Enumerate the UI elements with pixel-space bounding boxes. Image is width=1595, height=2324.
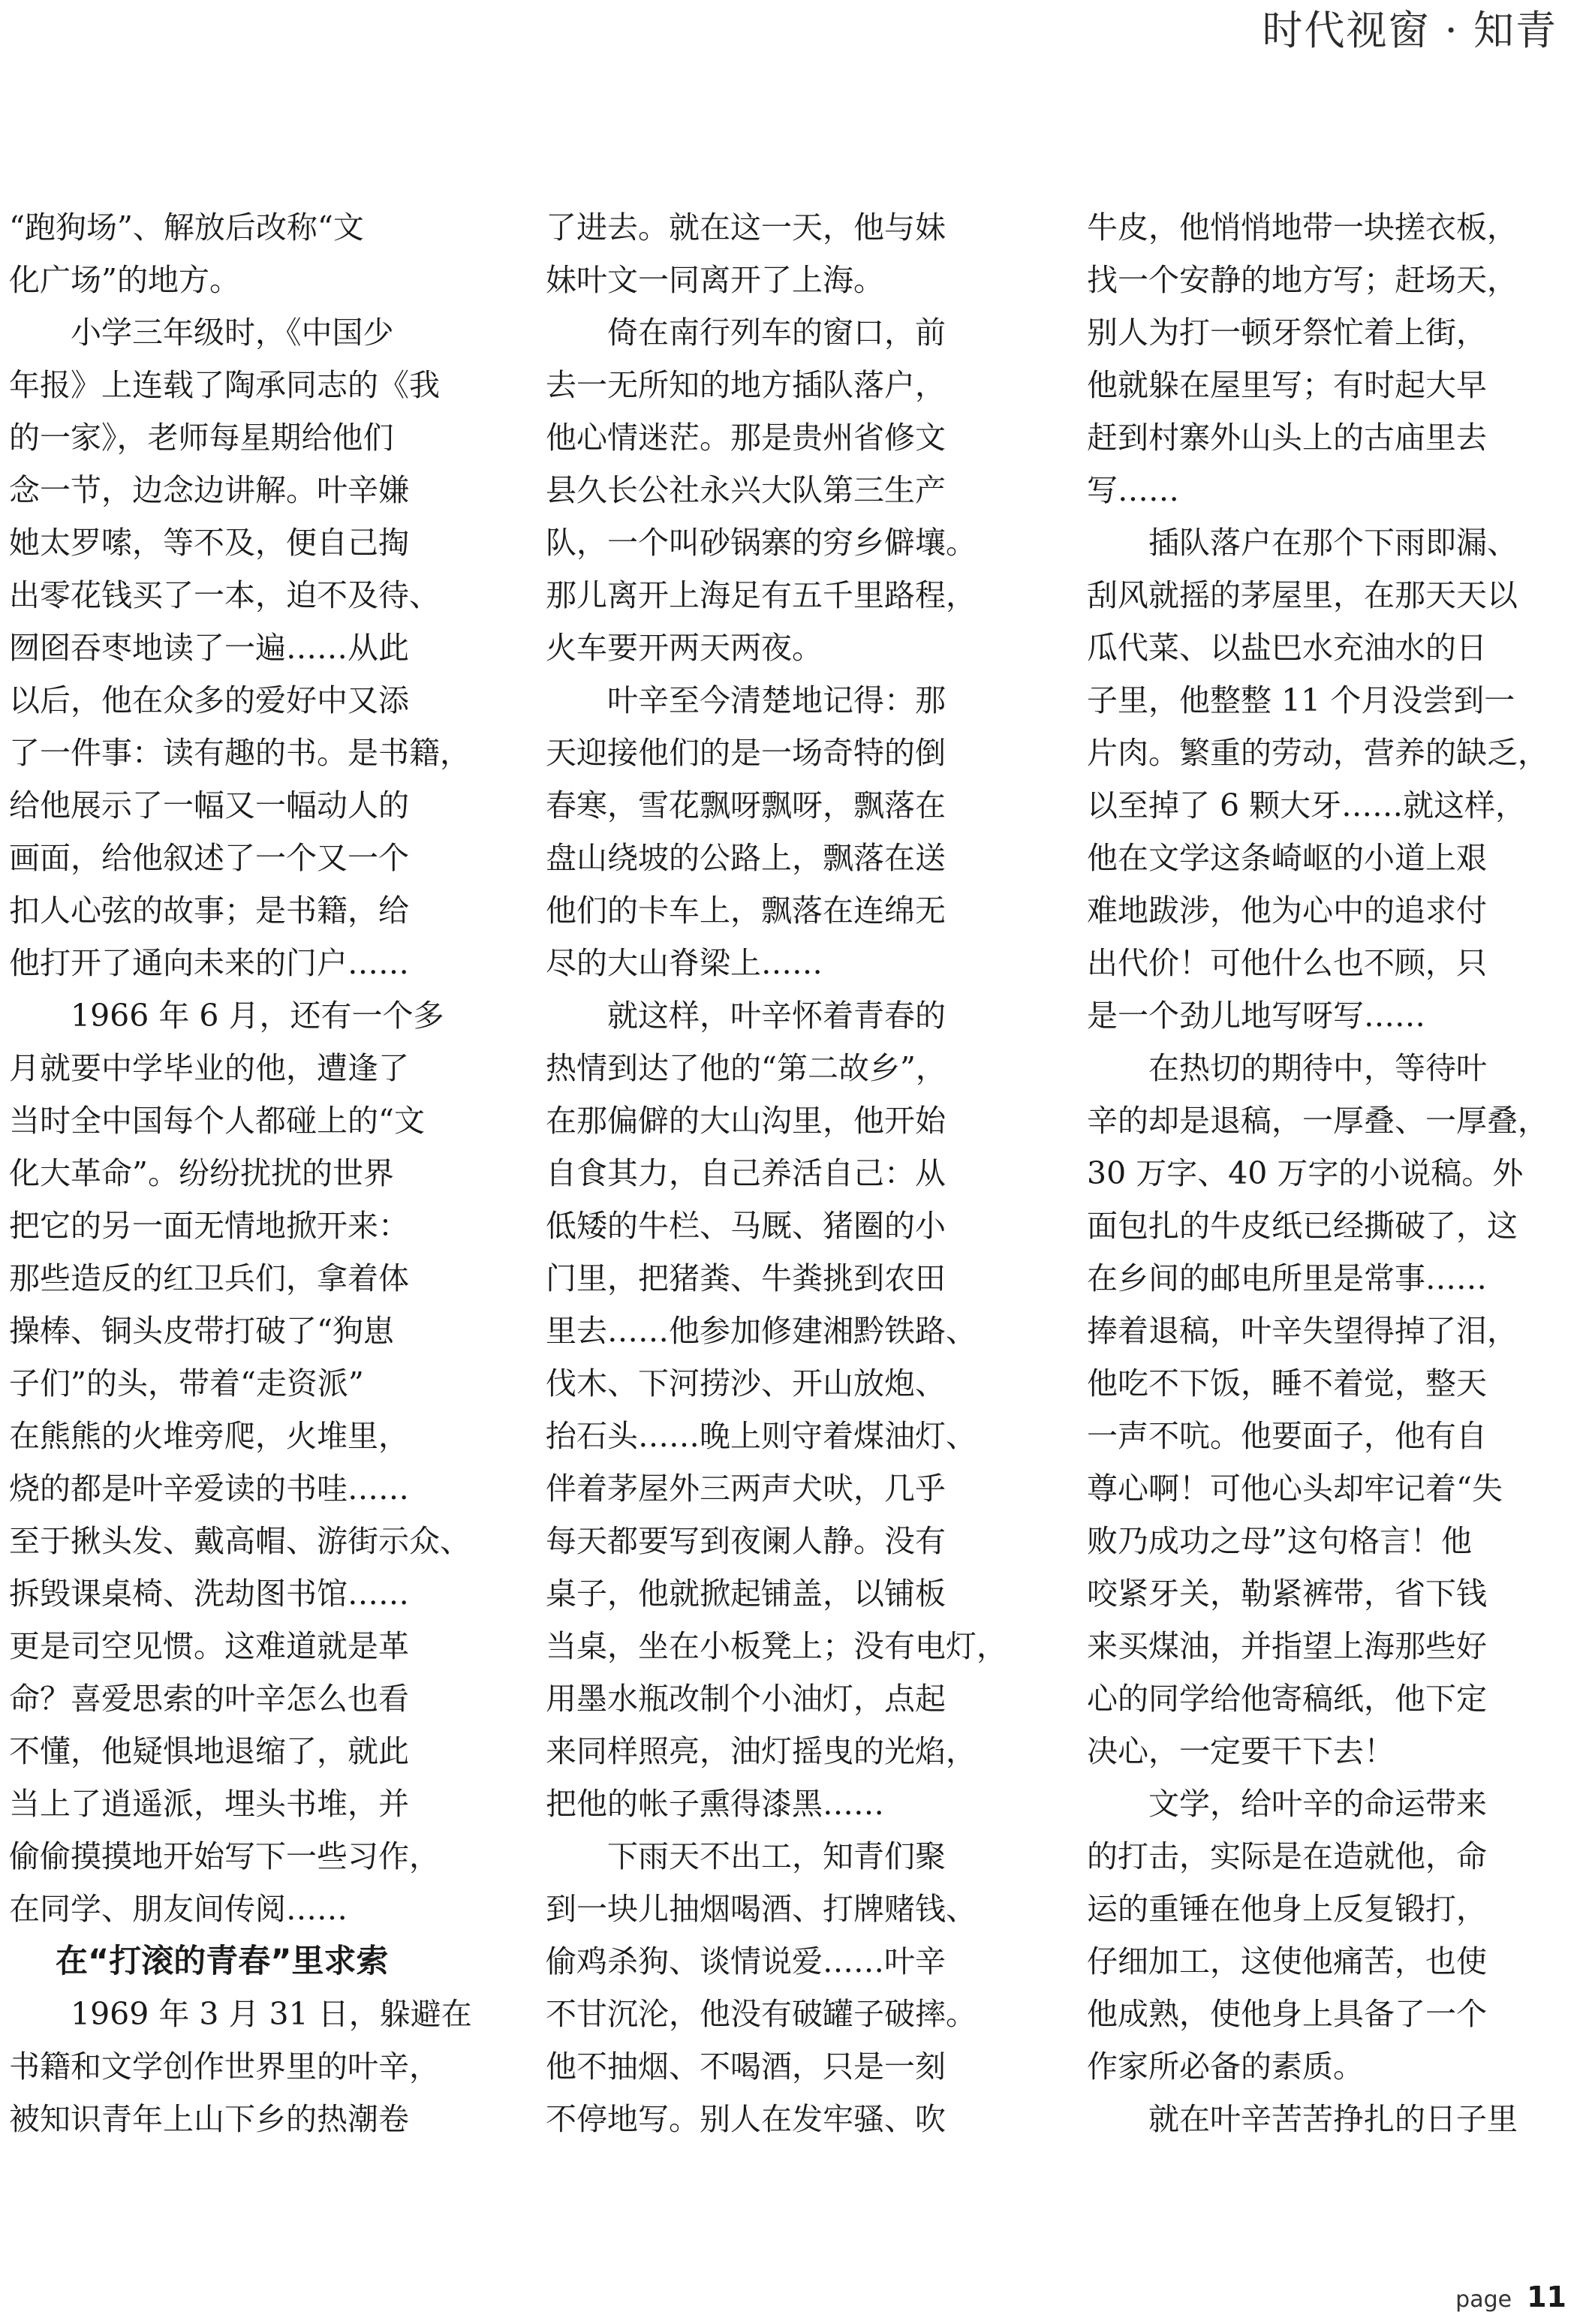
- text-line: 他成熟，使他身上具备了一个: [1087, 1996, 1487, 2032]
- text-line: 难地跋涉，他为心中的追求付: [1087, 893, 1487, 929]
- text-line: 不停地写。别人在发牢骚、吹: [546, 2101, 946, 2137]
- text-line: 子里，他整整 11 个月没尝到一: [1087, 682, 1515, 718]
- text-line: 不甘沉沦，他没有破罐子破摔。: [546, 1996, 977, 2032]
- text-line: 热情到达了他的“第二故乡”，: [546, 1050, 946, 1086]
- text-line: 偷鸡杀狗、谈情说爱……叶辛: [546, 1943, 946, 1979]
- text-line: 心的同学给他寄稿纸，他下定: [1087, 1681, 1487, 1717]
- text-line: 去一无所知的地方插队落户，: [546, 367, 946, 403]
- text-line: 运的重锤在他身上反复锻打，: [1087, 1891, 1487, 1927]
- text-line: 到一块儿抽烟喝酒、打牌赌钱、: [546, 1891, 977, 1927]
- text-line: 找一个安静的地方写；赶场天，: [1087, 262, 1518, 298]
- text-line: 一声不吭。他要面子，他有自: [1087, 1418, 1487, 1454]
- text-line: 的打击，实际是在造就他，命: [1087, 1838, 1487, 1874]
- text-line: 把他的帐子熏得漆黑……: [546, 1786, 884, 1822]
- text-line: 就这样，叶辛怀着青春的: [546, 998, 946, 1034]
- text-line: 当上了逍遥派，埋头书堆，并: [9, 1786, 409, 1822]
- text-line: 1966 年 6 月，还有一个多: [9, 998, 444, 1034]
- text-line: 在同学、朋友间传阅……: [9, 1891, 348, 1927]
- text-line: 春寒，雪花飘呀飘呀，飘落在: [546, 787, 946, 823]
- text-line: 他打开了通向未来的门户……: [9, 945, 409, 981]
- text-line: 在热切的期待中，等待叶: [1087, 1050, 1487, 1086]
- text-line: 他吃不下饭，睡不着觉，整天: [1087, 1365, 1487, 1401]
- text-line: 败乃成功之母”这句格言！他: [1087, 1523, 1472, 1559]
- text-line: 仔细加工，这使他痛苦，也使: [1087, 1943, 1487, 1979]
- text-line: 扣人心弦的故事；是书籍，给: [9, 893, 409, 929]
- text-line: 以至掉了 6 颗大牙……就这样，: [1087, 787, 1527, 823]
- text-line: 辛的却是退稿，一厚叠、一厚叠，: [1087, 1103, 1548, 1139]
- text-line: 瓜代菜、以盐巴水充油水的日: [1087, 630, 1487, 666]
- text-line: 的一家》，老师每星期给他们: [9, 420, 394, 456]
- page-footer: [1455, 2280, 1566, 2313]
- text-line: 当桌，坐在小板凳上；没有电灯，: [546, 1628, 1007, 1664]
- text-line: 他就躲在屋里写；有时起大早: [1087, 367, 1487, 403]
- text-line: 插队落户在那个下雨即漏、: [1087, 525, 1518, 561]
- text-line: 命？喜爱思索的叶辛怎么也看: [9, 1681, 409, 1717]
- text-line: 尽的大山脊梁上……: [546, 945, 823, 981]
- text-line: 给他展示了一幅又一幅动人的: [9, 787, 409, 823]
- text-line: 了进去。就在这一天，他与妹: [546, 209, 946, 245]
- text-line: 县久长公社永兴大队第三生产: [546, 472, 946, 508]
- text-line: 决心，一定要干下去！: [1087, 1733, 1395, 1769]
- text-line: 牛皮，他悄悄地带一块搓衣板，: [1087, 209, 1518, 245]
- text-line: 化大革命”。纷纷扰扰的世界: [9, 1155, 394, 1191]
- text-column-3: [1087, 201, 1578, 2145]
- text-line: 了一件事：读有趣的书。是书籍，: [9, 735, 471, 771]
- text-line: 画面，给他叙述了一个又一个: [9, 840, 409, 876]
- text-line: 下雨天不出工，知青们聚: [546, 1838, 946, 1874]
- text-line: 倚在南行列车的窗口，前: [546, 315, 946, 351]
- text-line: 低矮的牛栏、马厩、猪圈的小: [546, 1208, 946, 1244]
- text-line: 刮风就摇的茅屋里，在那天天以: [1087, 577, 1518, 613]
- text-line: 念一节，边念边讲解。叶辛嫌: [9, 472, 409, 508]
- text-line: 他心情迷茫。那是贵州省修文: [546, 420, 946, 456]
- text-line: 里去……他参加修建湘黔铁路、: [546, 1313, 977, 1349]
- text-line: 以后，他在众多的爱好中又添: [9, 682, 409, 718]
- text-line: 妹叶文一同离开了上海。: [546, 262, 884, 298]
- text-line: 就在叶辛苦苦挣扎的日子里: [1087, 2101, 1518, 2137]
- text-line: 尊心啊！可他心头却牢记着“失: [1087, 1471, 1503, 1507]
- text-line: 伴着茅屋外三两声犬吠，几乎: [546, 1471, 946, 1507]
- text-line: 书籍和文学创作世界里的叶辛，: [9, 2049, 440, 2085]
- text-line: 拆毁课桌椅、洗劫图书馆……: [9, 1576, 409, 1612]
- text-line: 把它的另一面无情地掀开来：: [9, 1208, 409, 1244]
- section-subheading: 在“打滚的青春”里求索: [56, 1943, 389, 1980]
- text-column-1: [9, 201, 501, 2145]
- text-line: 每天都要写到夜阑人静。没有: [546, 1523, 946, 1559]
- text-line: 自食其力，自己养活自己：从: [546, 1155, 946, 1191]
- text-line: 门里，把猪粪、牛粪挑到农田: [546, 1260, 946, 1296]
- text-line: 他们的卡车上，飘落在连绵无: [546, 893, 946, 929]
- text-line: 年报》上连载了陶承同志的《我: [9, 367, 440, 403]
- text-line: 来买煤油，并指望上海那些好: [1087, 1628, 1487, 1664]
- text-line: 月就要中学毕业的他，遭逢了: [9, 1050, 409, 1086]
- text-line: 1969 年 3 月 31 日，躲避在: [9, 1996, 472, 2032]
- text-line: 当时全中国每个人都碰上的“文: [9, 1103, 425, 1139]
- text-line: 子们”的头，带着“走资派”: [9, 1365, 364, 1401]
- text-line: 他不抽烟、不喝酒，只是一刻: [546, 2049, 946, 2085]
- text-line: 用墨水瓶改制个小油灯，点起: [546, 1681, 946, 1717]
- text-line: 30 万字、40 万字的小说稿。外: [1087, 1155, 1524, 1191]
- text-line: 在乡间的邮电所里是常事……: [1087, 1260, 1487, 1296]
- text-line: 队，一个叫砂锅寨的穷乡僻壤。: [546, 525, 977, 561]
- text-line: 盘山绕坡的公路上，飘落在送: [546, 840, 946, 876]
- text-line: 更是司空见惯。这难道就是革: [9, 1628, 409, 1664]
- text-line: 被知识青年上山下乡的热潮卷: [9, 2101, 409, 2137]
- text-line: 出零花钱买了一本，迫不及待、: [9, 577, 440, 613]
- text-line: 片肉。繁重的劳动，营养的缺乏，: [1087, 735, 1548, 771]
- text-line: 捧着退稿，叶辛失望得掉了泪，: [1087, 1313, 1518, 1349]
- text-line: “跑狗场”、解放后改称“文: [9, 209, 364, 245]
- page-label: page: [1455, 2286, 1512, 2313]
- text-line: 是一个劲儿地写呀写……: [1087, 998, 1425, 1034]
- text-line: 桌子，他就掀起铺盖，以铺板: [546, 1576, 946, 1612]
- text-line: 火车要开两天两夜。: [546, 630, 823, 666]
- text-line: 伐木、下河捞沙、开山放炮、: [546, 1365, 946, 1401]
- text-line: 抬石头……晚上则守着煤油灯、: [546, 1418, 977, 1454]
- text-line: 在那偏僻的大山沟里，他开始: [546, 1103, 946, 1139]
- text-line: 咬紧牙关，勒紧裤带，省下钱: [1087, 1576, 1487, 1612]
- text-line: 烧的都是叶辛爱读的书哇……: [9, 1471, 409, 1507]
- text-line: 赶到村寨外山头上的古庙里去: [1087, 420, 1487, 456]
- text-line: 别人为打一顿牙祭忙着上街，: [1087, 315, 1487, 351]
- text-line: 那些造反的红卫兵们，拿着体: [9, 1260, 409, 1296]
- text-line: 她太罗嗦，等不及，便自己掏: [9, 525, 409, 561]
- section-header: 时代视窗 · 知青: [1262, 7, 1557, 54]
- text-line: 他在文学这条崎岖的小道上艰: [1087, 840, 1487, 876]
- text-column-2: [546, 201, 1037, 2145]
- text-line: 在熊熊的火堆旁爬，火堆里，: [9, 1418, 409, 1454]
- text-line: 来同样照亮，油灯摇曳的光焰，: [546, 1733, 977, 1769]
- text-line: 写……: [1087, 472, 1179, 508]
- text-line: 操棒、铜头皮带打破了“狗崽: [9, 1313, 394, 1349]
- text-line: 天迎接他们的是一场奇特的倒: [546, 735, 946, 771]
- text-line: 出代价！可他什么也不顾，只: [1087, 945, 1487, 981]
- text-line: 小学三年级时，《中国少: [9, 315, 394, 351]
- text-line: 那儿离开上海足有五千里路程，: [546, 577, 977, 613]
- text-line: 化广场”的地方。: [9, 262, 240, 298]
- text-line: 偷偷摸摸地开始写下一些习作，: [9, 1838, 440, 1874]
- text-line: 囫囵吞枣地读了一遍……从此: [9, 630, 409, 666]
- page-number: 11: [1527, 2280, 1566, 2313]
- text-line: 面包扎的牛皮纸已经撕破了，这: [1087, 1208, 1518, 1244]
- text-line: 至于揪头发、戴高帽、游街示众、: [9, 1523, 471, 1559]
- text-line: 文学，给叶辛的命运带来: [1087, 1786, 1487, 1822]
- text-line: 不懂，他疑惧地退缩了，就此: [9, 1733, 409, 1769]
- text-line: 叶辛至今清楚地记得：那: [546, 682, 946, 718]
- text-line: 作家所必备的素质。: [1087, 2049, 1364, 2085]
